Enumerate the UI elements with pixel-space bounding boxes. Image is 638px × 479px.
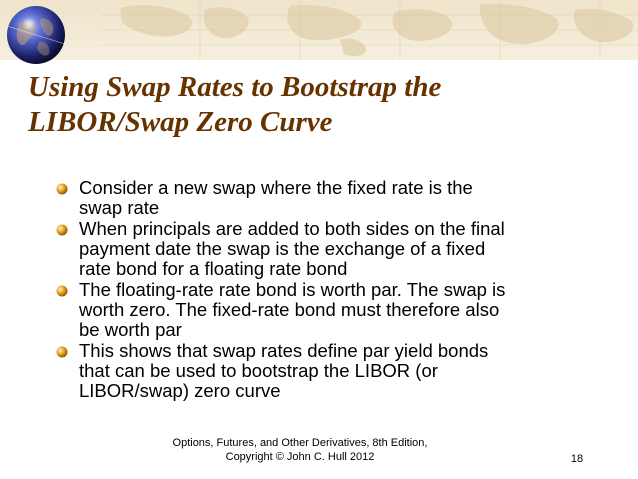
bullet-line: When principals are added to both sides on the final <box>79 218 505 239</box>
bullet-line: be worth par <box>79 319 182 340</box>
bullet-line: payment date the swap is the exchange of a fixed <box>79 238 486 259</box>
bullet-line: This shows that swap rates define par yield bonds <box>79 340 489 361</box>
title-line-1: Using Swap Rates to Bootstrap the <box>28 71 442 103</box>
title-line-2: LIBOR/Swap Zero Curve <box>28 106 333 138</box>
bullet-item <box>56 178 616 218</box>
footer-line-2: Copyright © John C. Hull 2012 <box>225 451 375 463</box>
slide-title <box>28 70 618 140</box>
bullet-line: worth zero. The fixed-rate bond must therefore also <box>79 299 500 320</box>
bullet-item <box>56 280 616 340</box>
map-banner <box>0 0 638 60</box>
orb-bullet-icon <box>56 182 68 194</box>
footer-line-1: Options, Futures, and Other Derivatives, 8th Edition, <box>172 437 428 449</box>
orb-bullet-icon <box>56 223 68 235</box>
bullet-line: Consider a new swap where the fixed rate is the <box>79 177 473 198</box>
page-number: 18 <box>570 453 584 465</box>
slide-footer <box>140 436 460 464</box>
bullet-line: The floating-rate rate bond is worth par. The swap is <box>79 279 506 300</box>
bullet-line: swap rate <box>79 197 160 218</box>
bullet-list <box>56 178 616 402</box>
bullet-line: LIBOR/swap) zero curve <box>79 380 281 401</box>
orb-bullet-icon <box>56 284 68 296</box>
bullet-text <box>79 219 616 279</box>
bullet-line: rate bond for a floating rate bond <box>79 258 348 279</box>
globe-icon <box>5 4 67 66</box>
bullet-text <box>79 341 616 401</box>
bullet-item <box>56 341 616 401</box>
bullet-text <box>79 280 616 340</box>
bullet-item <box>56 219 616 279</box>
bullet-text <box>79 178 616 218</box>
bullet-line: that can be used to bootstrap the LIBOR (or <box>79 360 438 381</box>
orb-bullet-icon <box>56 345 68 357</box>
